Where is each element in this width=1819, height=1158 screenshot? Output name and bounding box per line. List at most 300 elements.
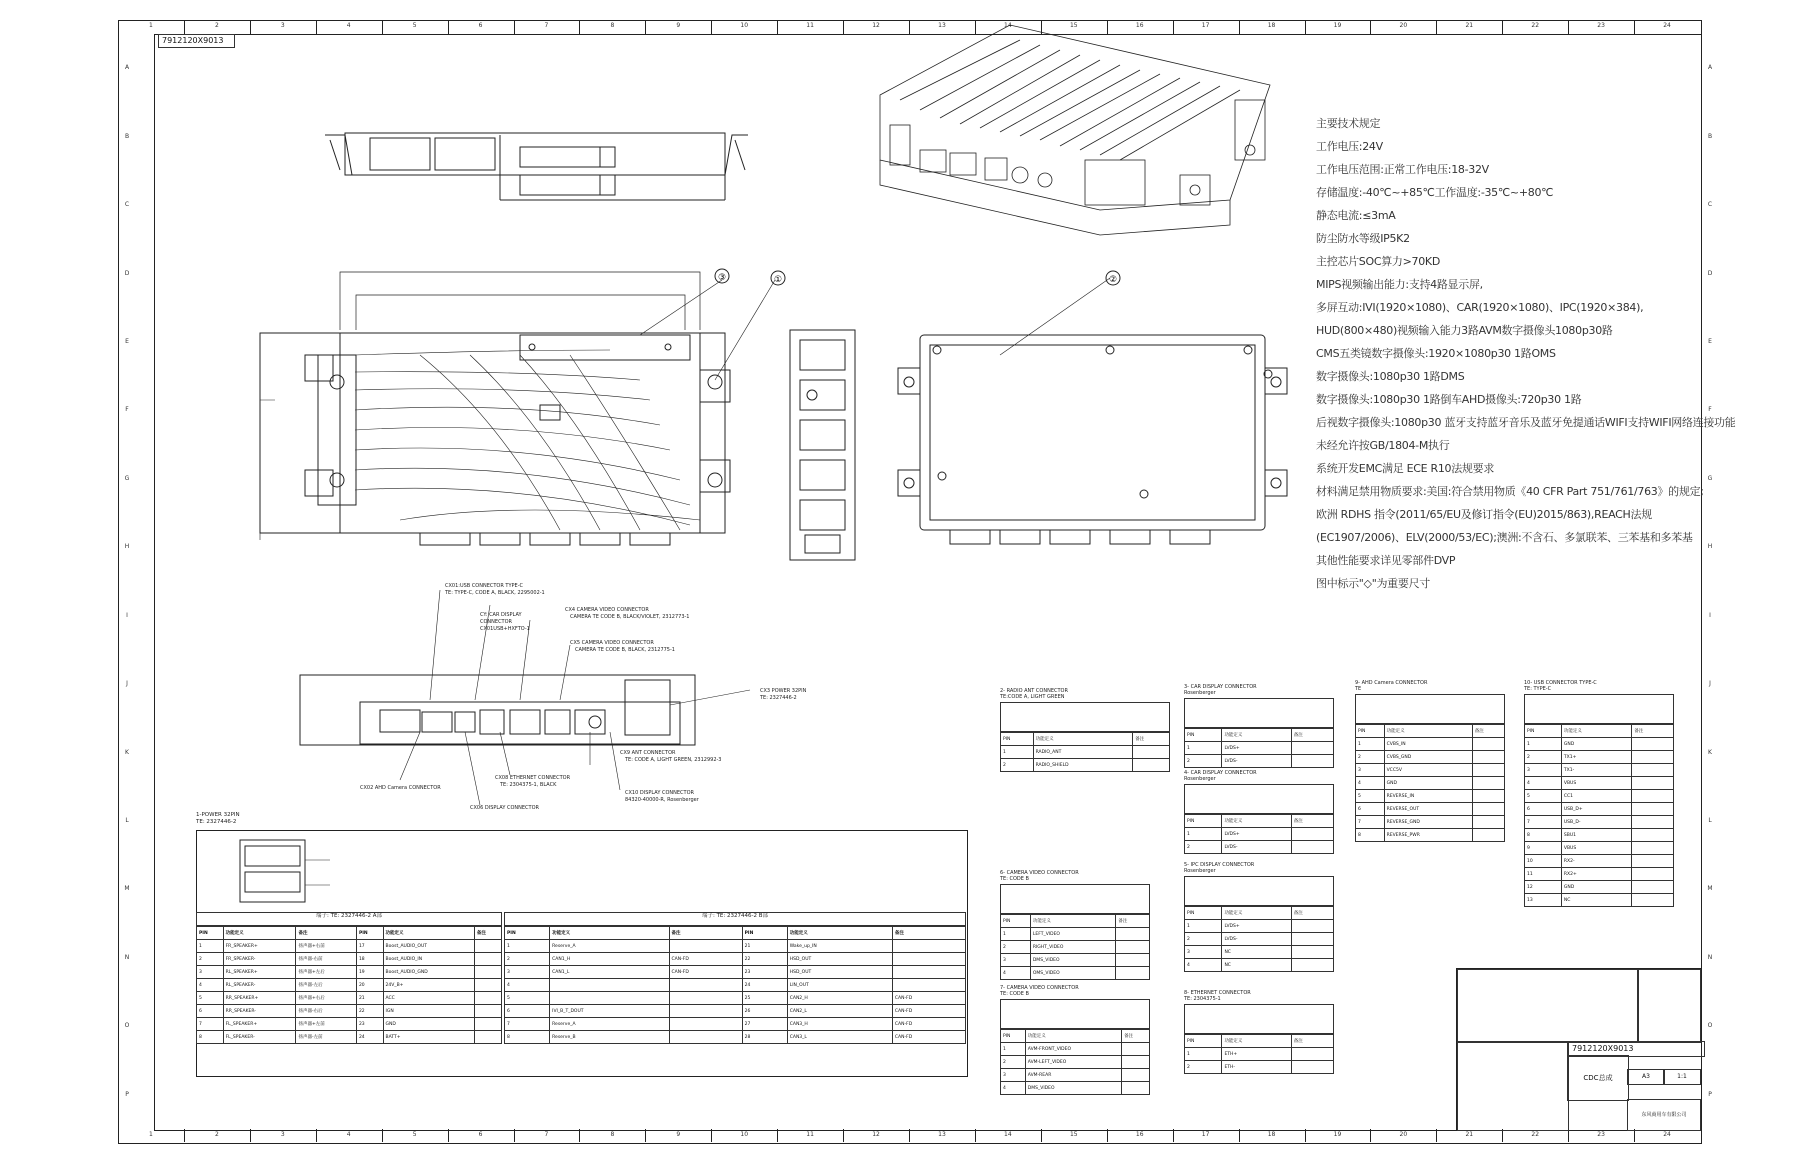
zone-number: 8 [610,1131,615,1138]
connector-table [1184,862,1334,972]
title-block-part-name: CDC总成 [1567,1055,1629,1101]
table-header-cell: 功能定义 [787,927,892,940]
table-cell: FL_SPEAKER+ [223,1018,296,1031]
table-cell [1291,946,1333,959]
callout-label: TE: TYPE-C, CODE A, BLACK, 2295002-1 [445,590,545,596]
zone-number: 13 [938,1131,946,1138]
table-header-cell: PIN [505,927,550,940]
drawing-number-tag: 7912120X9013 [158,34,235,48]
table-row [505,1005,966,1018]
table-cell [474,1005,501,1018]
zone-letter: D [124,269,130,277]
table-cell: 7 [197,1018,224,1031]
callout-label: CX06 DISPLAY CONNECTOR [470,805,539,811]
zone-number: 17 [1201,1131,1210,1138]
zone-letter: I [1709,611,1711,619]
table-row [1185,946,1334,959]
table-cell: 备注 [1472,725,1504,738]
table-cell: CAN3_H [787,1018,892,1031]
table-cell: 2 [1185,841,1222,854]
connector-pinout-sketch [1000,999,1150,1029]
zone-number: 4 [346,22,351,29]
zone-number: 1 [149,1131,153,1138]
table-cell: Reserve_A [550,940,669,953]
table-cell: 扬声器+右前 [296,940,356,953]
table-cell: 8 [197,1031,224,1044]
table-row [197,966,502,979]
zone-number: 11 [806,22,814,29]
table-row [197,953,502,966]
table-cell: 23 [742,966,787,979]
connector-pin-table [1355,724,1505,842]
connector-pinout-sketch [1184,698,1334,728]
connector-table-title: 9- AHD Camera CONNECTOR [1355,680,1428,686]
table-cell: HSD_OUT [787,966,892,979]
table-cell [1122,1056,1150,1069]
zone-letter: P [125,1090,129,1098]
table-header-cell: PIN [742,927,787,940]
table-cell: Reserve_A [550,1018,669,1031]
table-cell [1122,1043,1150,1056]
power-table-b-title: 端子: TE: 2327446-2 B部 [504,912,966,926]
table-cell [1632,868,1674,881]
table-cell: ETH- [1222,1061,1291,1074]
table-cell: HSD_OUT [787,953,892,966]
table-cell: ACC [383,992,474,1005]
zone-letter: N [1707,953,1713,961]
connector-table-sub: TE:CODE A, LIGHT GREEN [1000,694,1065,700]
table-row [505,953,966,966]
table-cell: NC [1561,894,1632,907]
table-cell [1472,803,1504,816]
table-header-cell: 备注 [296,927,356,940]
connector-table-sub: TE: CODE B [1000,876,1029,882]
table-cell: FL_SPEAKER- [223,1031,296,1044]
zone-letter: K [125,748,129,756]
table-row [505,992,966,1005]
connector-table-sub: Rosenberger [1184,776,1216,782]
table-cell: AVM-LEFT_VIDEO [1025,1056,1121,1069]
connector-table [1000,688,1170,772]
table-cell: 3 [505,966,550,979]
table-cell: 功能定义 [1561,725,1632,738]
callout-label: TE: 2327446-2 [760,695,797,701]
table-cell: Boost_AUDIO_GND [383,966,474,979]
table-row [1001,967,1150,980]
table-cell: REVERSE_IN [1384,790,1472,803]
table-cell: GND [1561,881,1632,894]
power-table-b [504,912,966,1044]
table-cell: 备注 [1116,915,1150,928]
connector-table-sub: Rosenberger [1184,868,1216,874]
zone-number: 4 [346,1131,351,1138]
zone-number: 22 [1531,1131,1540,1138]
connector-pin-table [1524,724,1674,907]
connector-table [1184,990,1334,1074]
table-row [1356,790,1505,803]
table-cell: 28 [742,1031,787,1044]
callout-label: CX01USB+HXFTO-1 [480,626,530,632]
table-cell: RIGHT_VIDEO [1030,941,1116,954]
table-cell [1116,928,1150,941]
table-cell [1291,1061,1333,1074]
table-row [1356,777,1505,790]
table-row [1001,954,1150,967]
table-row [1525,764,1674,777]
table-cell: PIN [1001,733,1034,746]
connector-table-title: 2- RADIO ANT CONNECTOR [1000,688,1068,694]
table-cell: DMS_VIDEO [1025,1082,1121,1095]
zone-number: 5 [412,1131,417,1138]
table-cell: 8 [505,1031,550,1044]
table-cell [1632,842,1674,855]
zone-letter: N [124,953,130,961]
zone-number: 14 [1004,1131,1012,1138]
table-cell: LVDS- [1222,933,1291,946]
table-cell: LIN_OUT [787,979,892,992]
table-cell: CAN3_L [787,1031,892,1044]
callout-label: CONNECTOR [480,619,513,625]
spec-line: 未经允许按GB/1804-M执行 [1316,439,1450,452]
connector-table [1184,684,1334,768]
table-cell: 2 [1525,751,1562,764]
front-view-top [325,133,748,200]
table-row [1525,816,1674,829]
callout-label: CAMERA TE CODE B, BLACK/VIOLET, 2312773-1 [570,614,690,620]
table-cell: TX1- [1561,764,1632,777]
zone-number: 18 [1267,22,1276,29]
callout-label: CX01:USB CONNECTOR TYPE-C [445,583,524,589]
table-cell [1291,742,1333,755]
zone-number: 18 [1267,1131,1276,1138]
table-cell: 4 [1001,967,1031,980]
zone-number: 22 [1531,22,1540,29]
table-cell [1632,777,1674,790]
zone-letter: A [124,64,130,72]
table-cell: OMS_VIDEO [1030,967,1116,980]
table-cell [1472,829,1504,842]
table-cell: 1 [1185,1048,1222,1061]
connector-pin-table [1184,728,1334,768]
table-row [1185,815,1334,828]
table-cell [1133,759,1170,772]
title-block-drawing-number: 7912120X9013 [1567,1041,1705,1057]
table-cell: 3 [1356,764,1385,777]
table-cell: 1 [1185,828,1222,841]
table-cell: FR_SPEAKER- [223,953,296,966]
table-cell [1632,881,1674,894]
table-cell [1291,828,1333,841]
table-row [1525,842,1674,855]
table-row [1525,803,1674,816]
table-cell: LVDS+ [1222,742,1291,755]
connector-pinout-sketch [1184,1004,1334,1034]
table-cell: 备注 [1291,729,1333,742]
table-cell: 1 [1001,928,1031,941]
table-cell: RX2+ [1561,868,1632,881]
zone-letter: L [125,817,129,825]
table-cell: USB_D+ [1561,803,1632,816]
table-cell: 26 [742,1005,787,1018]
table-cell: 扬声器-左前 [296,1031,356,1044]
table-cell [1472,738,1504,751]
table-cell: 6 [1525,803,1562,816]
table-cell: 5 [197,992,224,1005]
table-cell: AVM-FRONT_VIDEO [1025,1043,1121,1056]
table-cell [1291,755,1333,768]
table-cell: 27 [742,1018,787,1031]
table-cell: RL_SPEAKER- [223,979,296,992]
table-cell [1632,855,1674,868]
zone-letter: C [124,201,130,209]
zone-number: 9 [676,22,681,29]
zone-number: 15 [1069,22,1078,29]
table-cell [1472,764,1504,777]
zone-letter: P [1708,1090,1712,1098]
table-cell: CAN1_H [550,953,669,966]
spec-line: 工作电压范围:正常工作电压:18-32V [1316,163,1489,176]
connector-pin-table [1184,814,1334,854]
table-cell [1291,959,1333,972]
table-cell [892,953,965,966]
zone-letter: G [124,474,130,482]
zone-letter: M [1707,885,1713,893]
table-cell: BATT+ [383,1031,474,1044]
spec-line: 材料满足禁用物质要求:美国:符合禁用物质《40 CFR Part 751/761/763》的规定; [1316,485,1704,498]
connector-table-title: 8- ETHERNET CONNECTOR [1184,990,1251,996]
table-row [1001,1056,1150,1069]
zone-number: 11 [806,1131,814,1138]
table-cell [892,966,965,979]
title-block-scale: 1:1 [1663,1069,1701,1085]
zone-number: 14 [1004,22,1012,29]
callout-label: CX9 ANT CONNECTOR [620,750,676,756]
table-cell: 2 [1185,755,1222,768]
table-cell [1291,933,1333,946]
bottom-view [898,271,1287,544]
table-cell: 7 [505,1018,550,1031]
zone-letter: B [124,132,130,140]
table-row [1001,928,1150,941]
table-cell: 18 [356,953,383,966]
zone-number: 20 [1399,22,1408,29]
zone-number: 3 [280,22,285,29]
table-cell [1472,777,1504,790]
zone-letter: H [124,543,130,551]
callout-label: CX08 ETHERNET CONNECTOR [495,775,571,781]
table-row [1525,790,1674,803]
table-cell: AVM-REAR [1025,1069,1121,1082]
spec-line: 系统开发EMC满足 ECE R10法规要求 [1316,462,1495,475]
table-cell: 9 [1525,842,1562,855]
table-row [1001,1082,1150,1095]
table-cell: 功能定义 [1222,729,1291,742]
zone-letter: A [1707,64,1713,72]
table-cell: CAN-FD [892,1018,965,1031]
table-cell: DMS_VIDEO [1030,954,1116,967]
table-cell: CC1 [1561,790,1632,803]
zone-letter: F [125,406,129,414]
zone-letter: E [125,337,129,345]
table-cell: 2 [1356,751,1385,764]
connector-pinout-sketch [1184,876,1334,906]
table-cell: 4 [197,979,224,992]
table-cell: 13 [1525,894,1562,907]
table-row [1001,915,1150,928]
table-row [1185,729,1334,742]
connector-table-title: 5- IPC DISPLAY CONNECTOR [1184,862,1255,868]
table-cell [669,992,742,1005]
table-row [197,992,502,1005]
table-cell [669,1031,742,1044]
table-row [1356,764,1505,777]
table-cell: 1 [1185,920,1222,933]
table-row [1356,738,1505,751]
connector-pinout-sketch [1355,694,1505,724]
table-cell [1291,1048,1333,1061]
table-cell: FR_SPEAKER+ [223,940,296,953]
table-header-cell: 功能定义 [223,927,296,940]
table-cell: IVI_B_T_DOUT [550,1005,669,1018]
table-cell: CAN2_L [787,1005,892,1018]
callout-label: TE: 2304375-1, BLACK [500,782,557,788]
table-cell: 4 [1185,959,1222,972]
table-row [1356,829,1505,842]
zone-number: 3 [280,1131,285,1138]
zone-number: 6 [478,1131,483,1138]
table-row [1356,803,1505,816]
power-table-a [196,912,502,1044]
table-cell: 1 [1185,742,1222,755]
table-cell: 扬声器-左后 [296,979,356,992]
spec-line: 数字摄像头:1080p30 1路DMS [1316,370,1465,383]
table-cell: 7 [1356,816,1385,829]
table-cell: RR_SPEAKER+ [223,992,296,1005]
connector-pinout-sketch [1524,694,1674,724]
zone-number: 16 [1135,22,1144,29]
table-cell: 6 [505,1005,550,1018]
table-cell: 22 [742,953,787,966]
connector-pin-table [1000,1029,1150,1095]
connector-face-view [300,590,750,805]
table-cell: GND [1384,777,1472,790]
zone-number: 9 [676,1131,681,1138]
table-row [1185,1048,1334,1061]
table-cell: CAN-FD [669,953,742,966]
connector-table-sub: TE: 2304375-1 [1184,996,1221,1002]
title-block-sheet: A3 [1627,1069,1665,1085]
zone-letter: M [124,885,130,893]
table-row [505,1031,966,1044]
table-cell: PIN [1185,815,1222,828]
table-cell [669,1005,742,1018]
table-row [505,940,966,953]
table-row [1525,751,1674,764]
zone-number: 2 [214,1131,219,1138]
table-cell: 4 [1525,777,1562,790]
table-cell: 12 [1525,881,1562,894]
table-cell: 1 [1001,1043,1026,1056]
callout-label: CAMERA TE CODE B, BLACK, 2312775-1 [575,647,675,653]
spec-line: (EC1907/2006)、ELV(2000/53/EC);澳洲:不含石、多氯联苯、三苯基和多苯基 [1316,531,1693,544]
table-cell [1291,841,1333,854]
table-cell: 24 [742,979,787,992]
table-cell: 功能定义 [1025,1030,1121,1043]
spec-line: MIPS视频输出能力:支持4路显示屏, [1316,278,1483,291]
table-row [1185,1035,1334,1048]
table-row [1185,959,1334,972]
connector-table-title: 10- USB CONNECTOR TYPE-C [1524,680,1597,686]
spec-line: 存储温度:-40℃~+85℃工作温度:-35℃~+80℃ [1316,186,1554,199]
spec-line: CMS五类镜数字摄像头:1920×1080p30 1路OMS [1316,347,1556,360]
table-cell: LVDS- [1222,841,1291,854]
table-cell: Reserve_B [550,1031,669,1044]
table-cell [1116,941,1150,954]
table-cell: PIN [1525,725,1562,738]
table-cell [1632,894,1674,907]
table-cell [1472,751,1504,764]
table-cell [669,1018,742,1031]
connector-pinout-sketch [1000,884,1150,914]
table-cell: 功能定义 [1222,907,1291,920]
table-cell: 24V_B+ [383,979,474,992]
table-cell: 3 [1185,946,1222,959]
table-row [1185,1061,1334,1074]
balloon-3: ③ [718,273,727,283]
table-cell: 22 [356,1005,383,1018]
table-cell: NC [1222,959,1291,972]
zone-number: 20 [1399,1131,1408,1138]
table-cell: NC [1222,946,1291,959]
table-cell: 4 [505,979,550,992]
table-cell [1472,816,1504,829]
connector-table [1000,870,1150,980]
table-cell: CAN2_H [787,992,892,1005]
zone-number: 23 [1597,1131,1605,1138]
callout-label: CX3 POWER 32PIN [760,688,807,694]
table-cell [1632,829,1674,842]
spec-line: 工作电压:24V [1316,140,1383,153]
zone-letter: O [1707,1022,1713,1030]
table-row [1525,855,1674,868]
table-cell: 备注 [1133,733,1170,746]
table-cell: 24 [356,1031,383,1044]
callout-label: CX5 CAMERA VIDEO CONNECTOR [570,640,654,646]
table-cell: LEFT_VIDEO [1030,928,1116,941]
table-cell: RX2- [1561,855,1632,868]
table-cell: 5 [1356,790,1385,803]
callout-label: CX4 CAMERA VIDEO CONNECTOR [565,607,649,613]
table-cell: 扬声器+左后 [296,966,356,979]
connector-table [1524,680,1674,907]
table-cell: CVBS_IN [1384,738,1472,751]
table-cell: 8 [1356,829,1385,842]
table-cell [1632,751,1674,764]
table-row [1356,816,1505,829]
table-cell: 25 [742,992,787,1005]
table-cell: 1 [505,940,550,953]
table-row [1001,1043,1150,1056]
table-cell: SBU1 [1561,829,1632,842]
table-cell: 备注 [1122,1030,1150,1043]
revision-table [1457,969,1639,1043]
zone-letter: J [126,680,128,688]
zone-letter: J [1709,680,1711,688]
zone-number: 12 [872,1131,880,1138]
table-row [1525,777,1674,790]
table-cell: LVDS+ [1222,828,1291,841]
spec-line: 数字摄像头:1080p30 1路倒车AHD摄像头:720p30 1路 [1316,393,1582,406]
